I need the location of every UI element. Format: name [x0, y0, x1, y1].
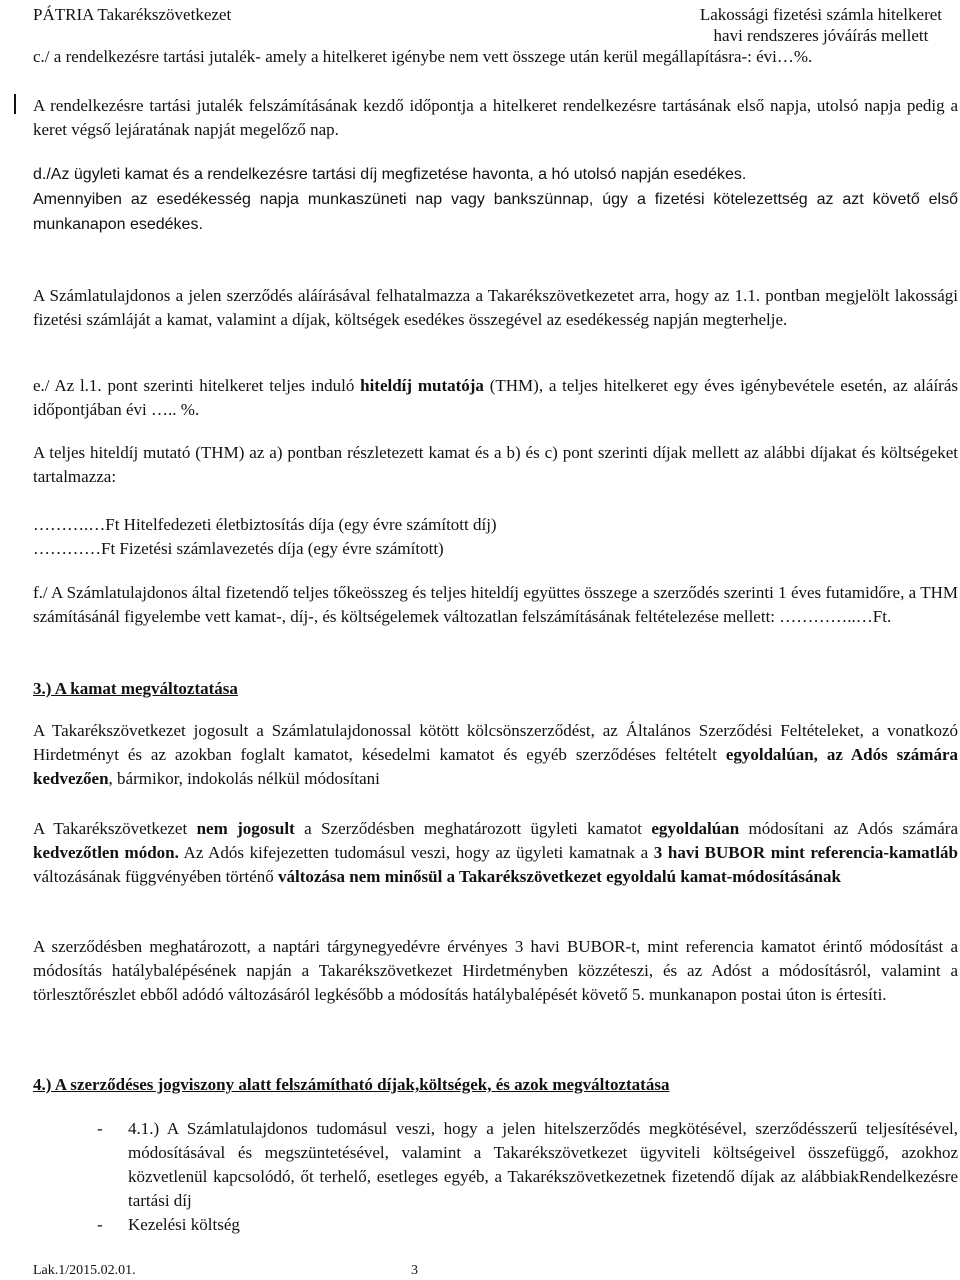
header-institution: PÁTRIA Takarékszövetkezet	[33, 5, 232, 24]
change-bar	[14, 94, 16, 114]
fee-line-1: ……….…Ft Hitelfedezeti életbiztosítás díja (egy évre számított díj)	[33, 515, 497, 534]
section-c-paragraph: A rendelkezésre tartási jutalék felszámításának kezdő időpontja a hitelkeret rendelkezésre tartásának első napja, utolsó napja pedig a keret végső lejáratának napját megelőző nap.	[33, 96, 958, 139]
list-dash: -	[97, 1119, 103, 1138]
list-item	[97, 1213, 958, 1237]
section-3-p2-part-j: változása nem minősül a Takarékszövetkezet egyoldalú kamat-módosításának	[278, 867, 841, 886]
fee-line-2: …………Ft Fizetési számlavezetés díja (egy évre számított)	[33, 539, 444, 558]
section-3-paragraph-3: A szerződésben meghatározott, a naptári tárgynegyedévre érvényes 3 havi BUBOR-t, mint referencia kamatot érintő módosítást a módosítás hatálybalépésének napján a Takarékszövetkezet Hirdetményben közzéteszi, és az Adóst a módosításról, valamint a törlesztőrészlet ebből adódó változásáról legkésőbb a módosítás hatálybalépését követő 5. munkanapon postai úton is értesíti.	[33, 937, 958, 1004]
list-item	[97, 1117, 958, 1213]
section-d-line: d./Az ügyleti kamat és a rendelkezésre tartási díj megfizetése havonta, a hó utolsó napján esedékes.	[33, 166, 747, 183]
list-dash: -	[97, 1215, 103, 1234]
footer-page-number: 3	[411, 1263, 418, 1278]
section-3-p1-end: , bármikor, indokolás nélkül módosítani	[108, 769, 380, 788]
section-f-paragraph: f./ A Számlatulajdonos által fizetendő teljes tőkeösszeg és teljes hiteldíj együttes összege a szerződés szerinti 1 éves futamidőre, a THM számításánál figyelembe vett kamat-, díj-, és költségelemek változatlan felszámításának feltételezése mellett: …………..…Ft.	[33, 583, 958, 626]
section-3-p2-part-e: módosítani az Adós számára	[739, 819, 959, 838]
section-3-p1-bold: egyoldalúan, az Adós számára kedvezően	[33, 745, 958, 788]
section-4-heading	[33, 1073, 958, 1097]
section-3-heading-text: 3.) A kamat megváltoztatása	[33, 679, 238, 698]
section-4-heading-text: 4.) A szerződéses jogviszony alatt felszámítható díjak,költségek, és azok megváltoztatása	[33, 1075, 670, 1094]
section-3-p2-part-h: 3 havi BUBOR mint referencia-kamatláb	[653, 843, 958, 862]
section-3-paragraph-2	[33, 817, 958, 889]
section-3-p2-part-f: kedvezőtlen módon.	[33, 843, 179, 862]
section-d-paragraph: Amennyiben az esedékesség napja munkaszüneti nap vagy bankszünnap, úgy a fizetési kötelezettség az azt követő első munkanapon esedékes.	[33, 191, 958, 233]
section-e-text-end: (THM), a teljes hitelkeret egy éves igénybevétele esetén, az aláírás időpontjában évi ….. %.	[33, 376, 958, 419]
authorization-paragraph: A Számlatulajdonos a jelen szerződés aláírásával felhatalmazza a Takarékszövetkezetet arra, hogy az 1.1. pontban megjelölt lakossági fizetési számláját a kamat, valamint a díjak, költségek esedékes összegével az esedékesség napján megterhelje.	[33, 286, 958, 329]
section-c-line: c./ a rendelkezésre tartási jutalék- amely a hitelkeret igénybe nem vett összege után kerül megállapításra-: évi…%.	[33, 47, 813, 66]
header-title-line2: havi rendszeres jóváírás mellett	[713, 26, 929, 45]
list-item-text: 4.1.) A Számlatulajdonos tudomásul veszi, hogy a jelen hitelszerződés megkötésével, szerződésszerű teljesítésével, módosításával és megszüntetésével, valamint a Takarékszövetkezet ügyviteli költségeivel összefüggő, azokhoz közvetlenül kapcsolódó, őt terhelő, esetleges egyéb, a Takarékszövetkezetnek fizetendő díjak az alábbiakRendelkezésre tartási díj	[128, 1119, 958, 1210]
section-3-p2-part-d: egyoldalúan	[651, 819, 740, 838]
section-e-bold: hiteldíj mutatója	[360, 376, 484, 395]
footer-document-code: Lak.1/2015.02.01.	[33, 1263, 136, 1278]
section-e-paragraph	[33, 374, 958, 422]
section-3-p2-part-b: nem jogosult	[196, 819, 295, 838]
section-3-p2-part-i: változásának függvényében történő	[33, 867, 278, 886]
section-3-p2-part-c: a Szerződésben meghatározott ügyleti kamatot	[294, 819, 652, 838]
section-e-text-start: e./ Az l.1. pont szerinti hitelkeret teljes induló	[33, 376, 361, 395]
header-title-line1: Lakossági fizetési számla hitelkeret	[699, 5, 942, 24]
section-3-p2-part-g: Az Adós kifejezetten tudomásul veszi, hogy az ügyleti kamatnak a	[178, 843, 654, 862]
section-3-heading	[33, 677, 958, 701]
section-3-paragraph-1	[33, 719, 958, 791]
list-item-text: Kezelési költség	[128, 1215, 240, 1234]
section-3-p1-text: A Takarékszövetkezet jogosult a Számlatulajdonossal kötött kölcsönszerződést, az Általános Szerződési Feltételeket, a vonatkozó Hirdetményt és az azokban foglalt kamatot, késedelmi kamatot és egyéb szerződéses feltételt	[33, 721, 958, 764]
header-document-title	[700, 4, 942, 46]
section-3-p2-part-a: A Takarékszövetkezet	[33, 819, 197, 838]
thm-intro-paragraph: A teljes hiteldíj mutató (THM) az a) pontban részletezett kamat és a b) és c) pont szerinti díjak mellett az alábbi díjakat és költségeket tartalmazza:	[33, 443, 958, 486]
